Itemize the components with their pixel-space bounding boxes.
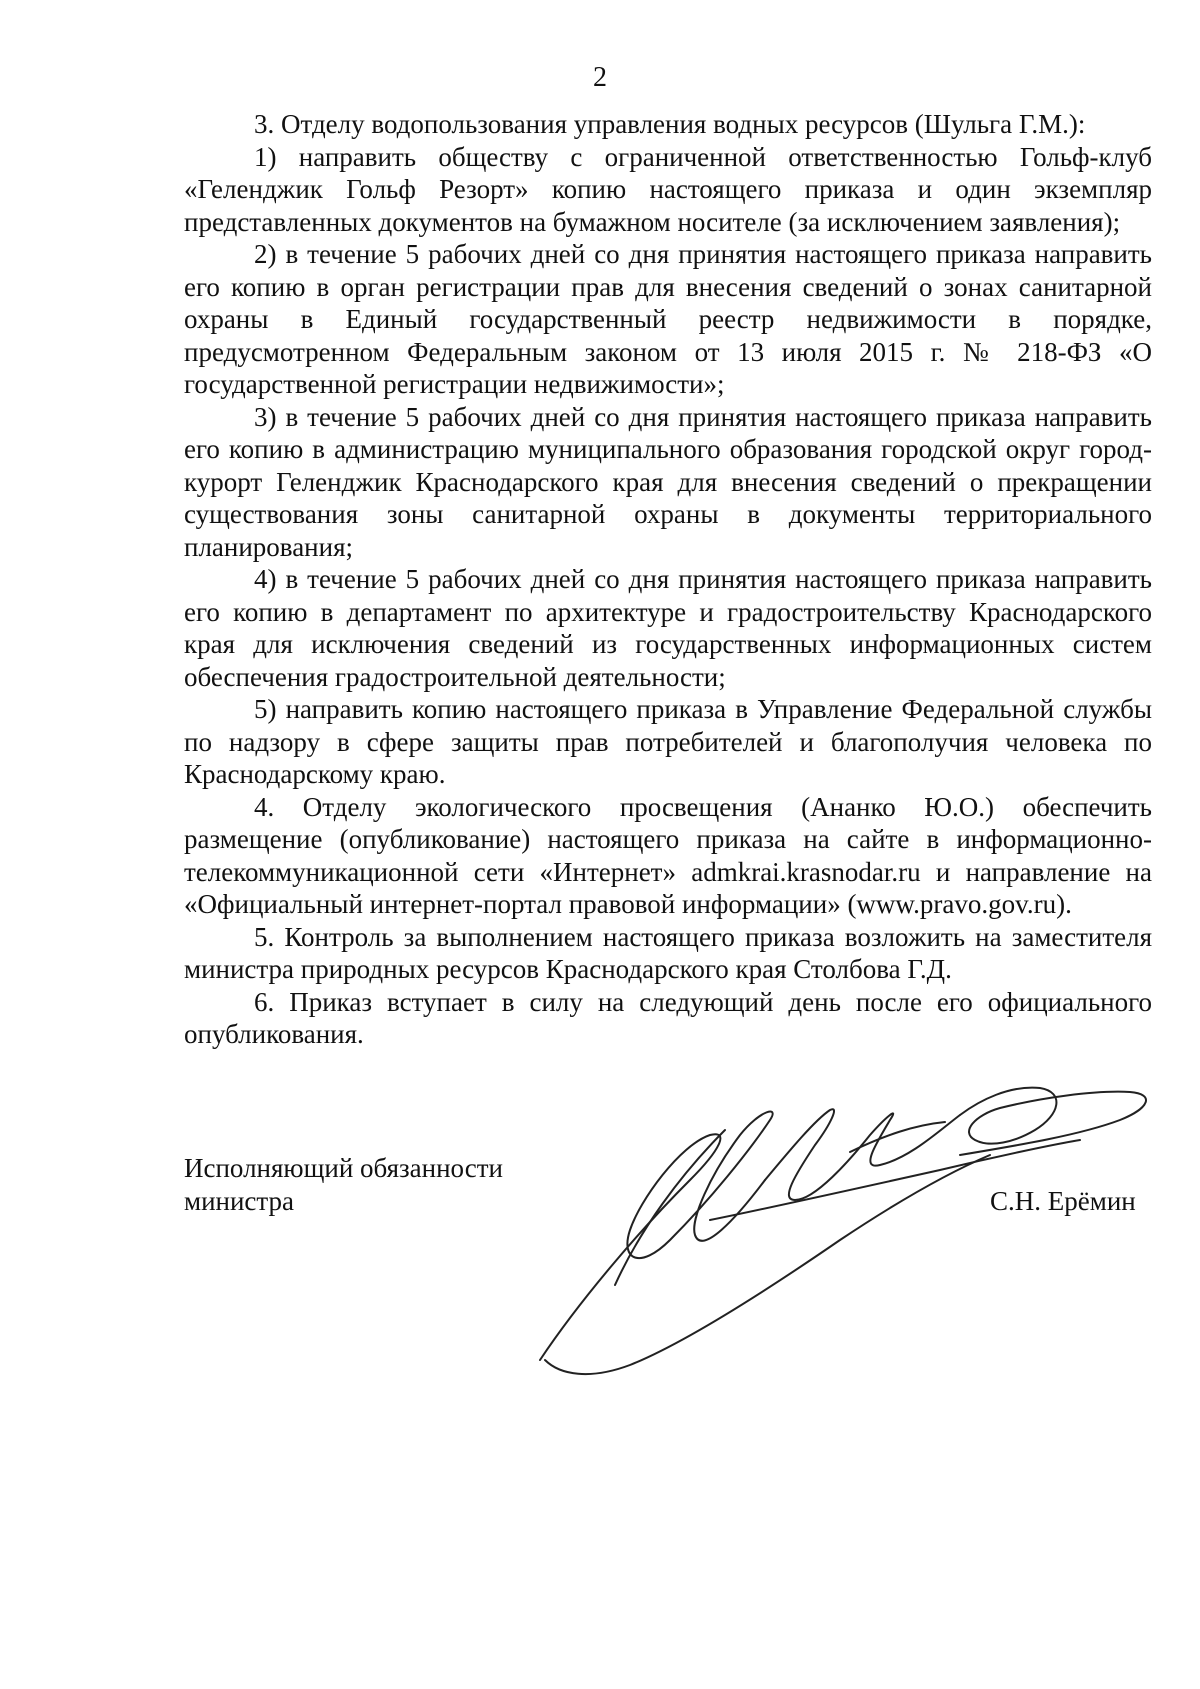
page-number: 2	[593, 62, 607, 93]
paragraph-4: 4. Отделу экологического просвещения (Ананко Ю.О.) обеспечить размещение (опубликование) настоящего приказа на сайте в информационно-телекоммуникационной сети «Интернет» admkrai.krasnodar.ru и направление на «Официальный интернет-портал правовой информации» (www.pravo.gov.ru).	[184, 791, 1152, 919]
paragraph-3-3: 3) в течение 5 рабочих дней со дня принятия настоящего приказа направить его копию в администрацию муниципального образования городской округ город-курорт Геленджик Краснодарского края для внесения сведений о прекращении существования зоны санитарной охраны в документы территориального планирования;	[184, 401, 1152, 562]
paragraph-3: 3. Отделу водопользования управления водных ресурсов (Шульга Г.М.):	[254, 109, 1086, 139]
signer-name: С.Н. Ерёмин	[990, 1186, 1136, 1216]
paragraph-3-5: 5) направить копию настоящего приказа в Управление Федеральной службы по надзору в сфере защиты прав потребителей и благополучия человека по Краснодарскому краю.	[184, 694, 1152, 789]
paragraph-3-4: 4) в течение 5 рабочих дней со дня принятия настоящего приказа направить его копию в департамент по архитектуре и градостроительству Краснодарского края для исключения сведений из государственных информационных систем обеспечения градостроительной деятельности;	[184, 564, 1152, 692]
paragraph-3-2: 2) в течение 5 рабочих дней со дня принятия настоящего приказа направить его копию в орган регистрации прав для внесения сведений о зонах санитарной охраны в Единый государственный реестр недвижимости в порядке, предусмотренном Федеральным законом от 13 июля 2015 г. № 218-ФЗ «О государственной регистрации недвижимости»;	[184, 239, 1152, 399]
signatory-position-line2: министра	[184, 1185, 295, 1216]
signatory-position-line1: Исполняющий обязанности	[184, 1153, 503, 1183]
document-body	[184, 108, 1152, 1051]
signatory-position	[184, 1152, 503, 1217]
paragraph-6: 6. Приказ вступает в силу на следующий день после его официального опубликования.	[184, 986, 1152, 1049]
paragraph-3-1: 1) направить обществу с ограниченной ответственностью Гольф-клуб «Геленджик Гольф Резорт» копию настоящего приказа и один экземпляр представленных документов на бумажном носителе (за исключением заявления);	[184, 141, 1152, 237]
handwritten-signature	[520, 1060, 1160, 1390]
paragraph-5: 5. Контроль за выполнением настоящего приказа возложить на заместителя министра природных ресурсов Краснодарского края Столбова Г.Д.	[184, 921, 1152, 984]
